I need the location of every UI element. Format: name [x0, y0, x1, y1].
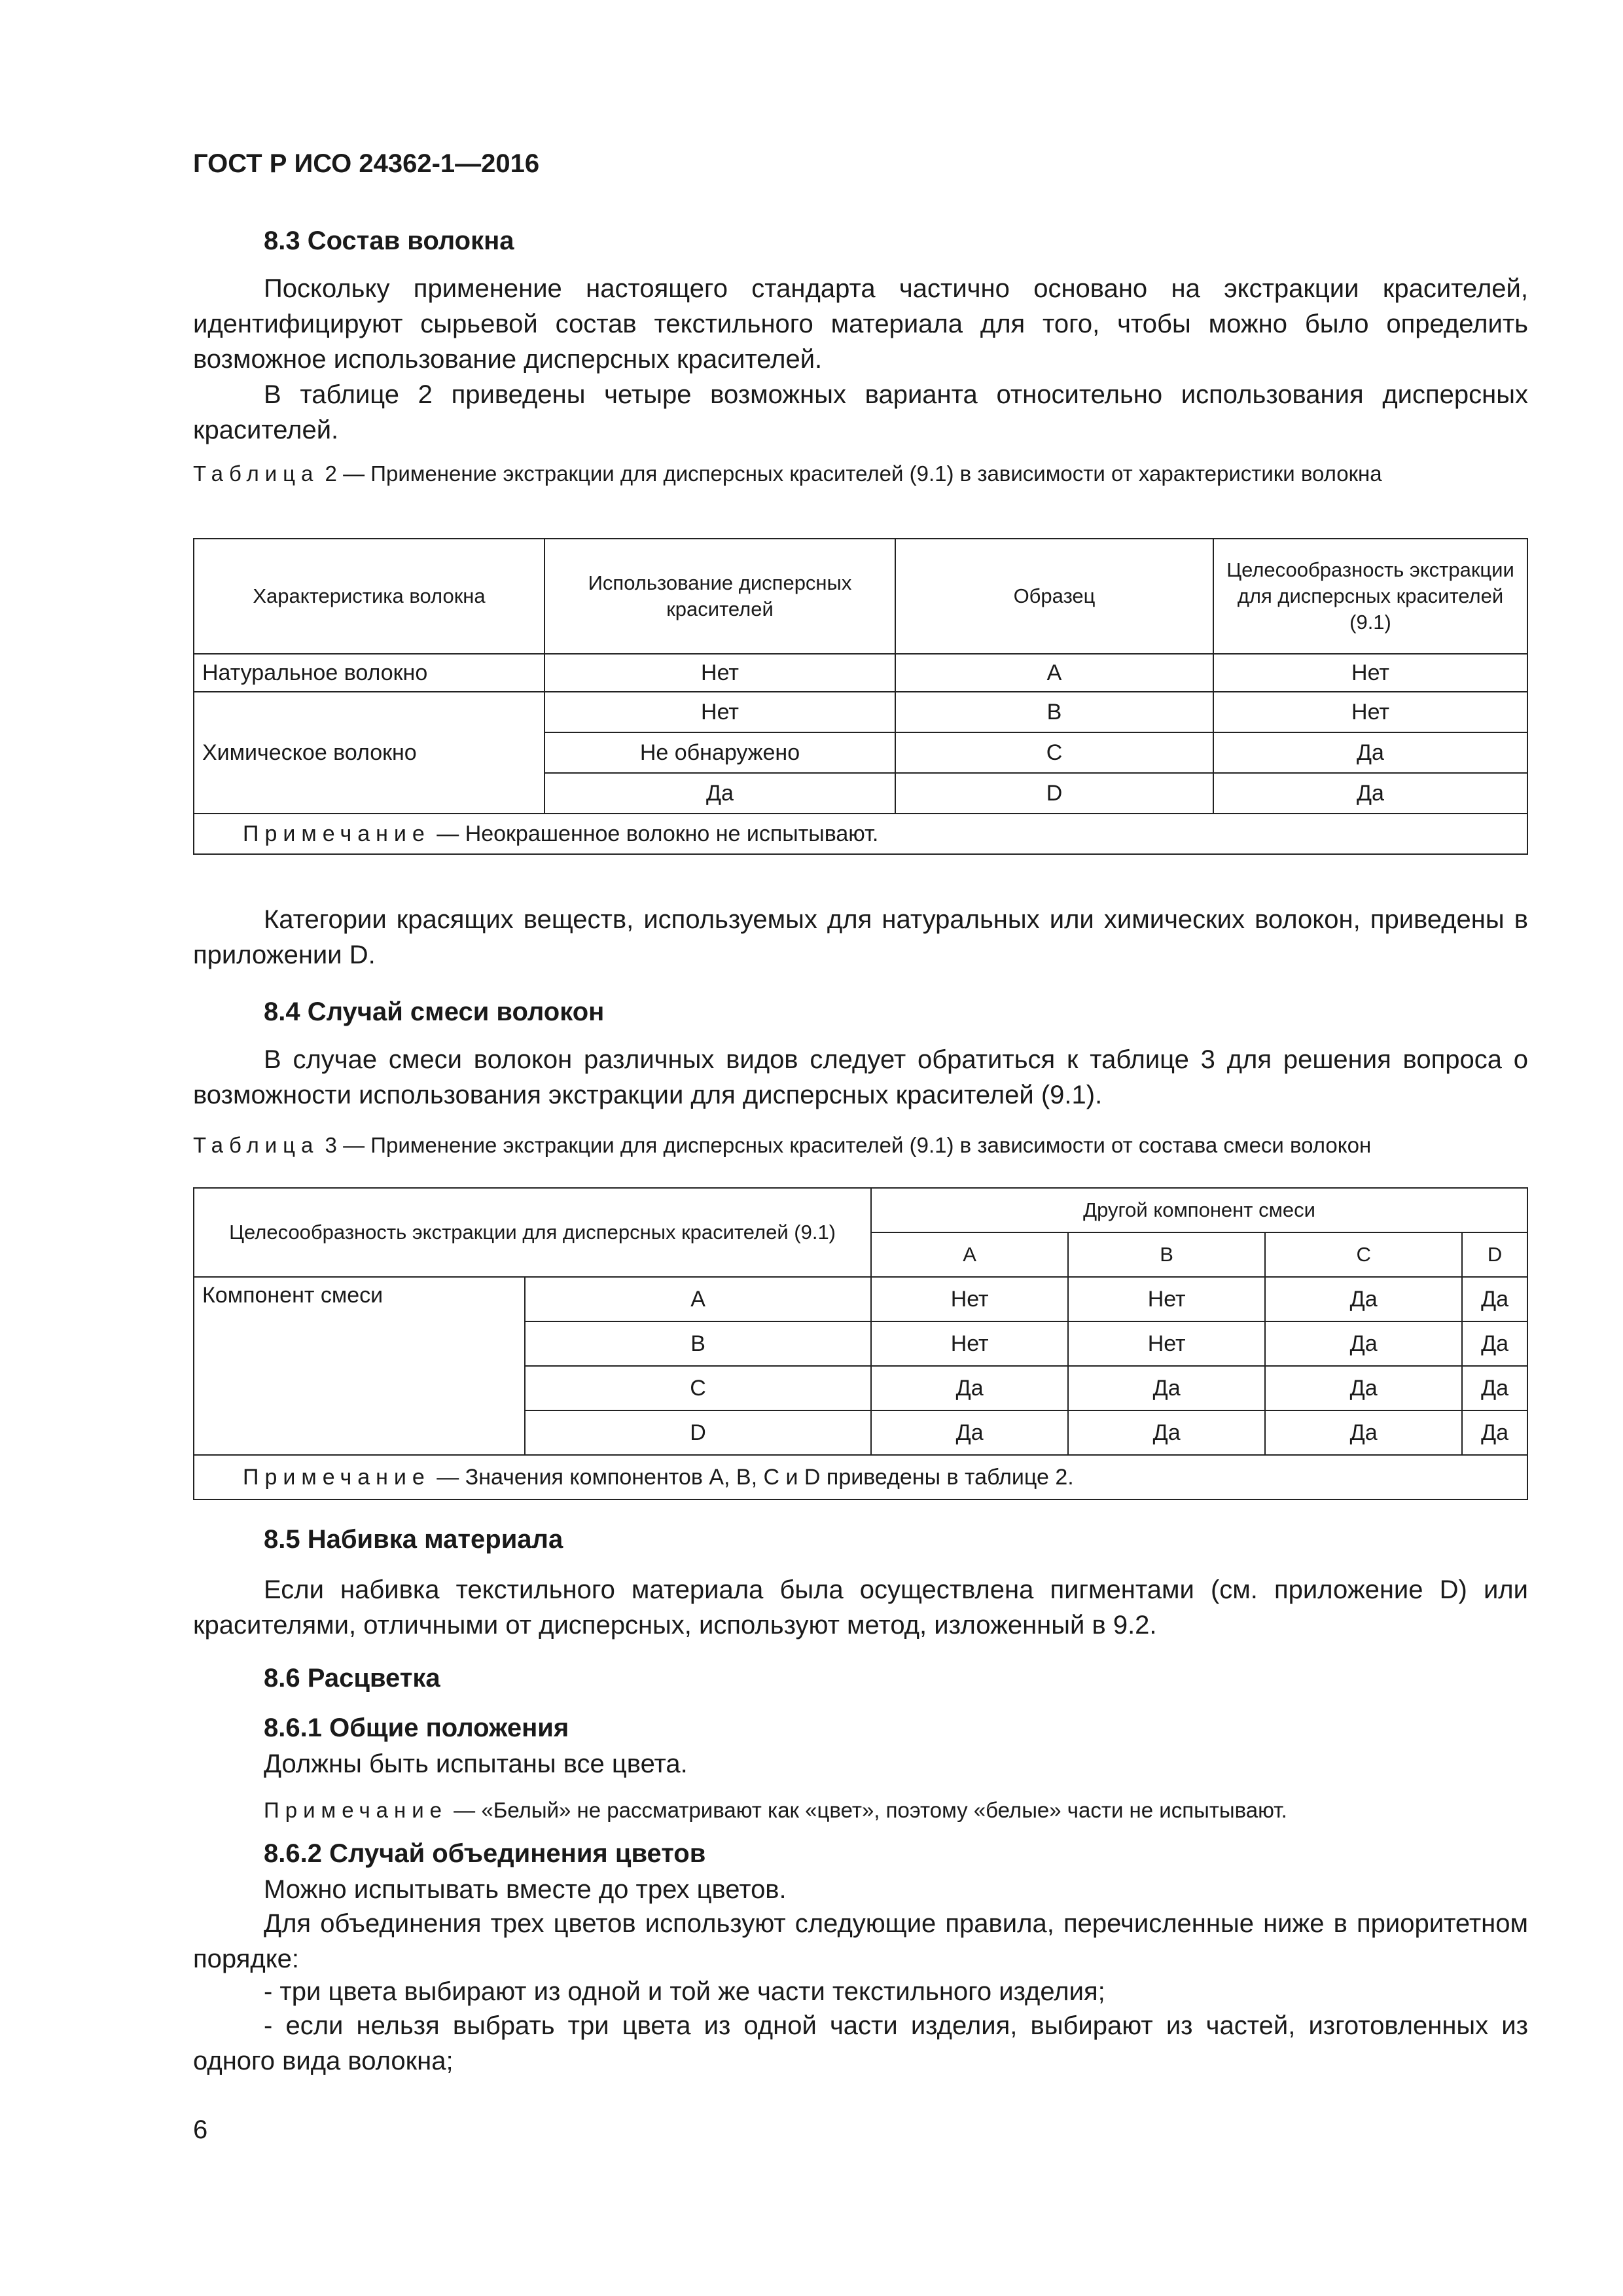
table-cell: Нет — [544, 692, 895, 732]
table-row — [194, 692, 1527, 732]
table-row — [194, 654, 1527, 692]
table-3-caption-text: 3 — Применение экстракции для дисперсных красителей (9.1) в зависимости от состава смеси волокон — [319, 1133, 1372, 1157]
table-cell: Да — [544, 773, 895, 814]
table-cell: Да — [1213, 732, 1527, 773]
table-cell: Да — [1462, 1321, 1527, 1366]
table-cell: Нет — [1213, 654, 1527, 692]
table-3-note — [194, 1455, 1527, 1499]
section-8-3-paragraph-2: В таблице 2 приведены четыре возможных варианта относительно использования дисперсных красителей. — [193, 380, 1528, 444]
table-3-label: Таблица — [193, 1133, 319, 1157]
table-cell: Да — [1462, 1366, 1527, 1410]
table-2-header-row — [194, 539, 1527, 654]
table-2-caption-text: 2 — Применение экстракции для дисперсных красителей (9.1) в зависимости от характеристики волокна — [319, 461, 1382, 486]
table-cell: Нет — [871, 1321, 1068, 1366]
document-header: ГОСТ Р ИСО 24362-1—2016 — [193, 149, 540, 178]
table-cell: Да — [1068, 1410, 1265, 1455]
table-cell: Нет — [1213, 692, 1527, 732]
section-8-6-2-heading: 8.6.2 Случай объединения цветов — [264, 1839, 706, 1868]
table-cell: B — [895, 692, 1213, 732]
table-cell: Да — [1265, 1277, 1462, 1321]
table-cell: Нет — [544, 654, 895, 692]
table-3-column-header: D — [1462, 1232, 1527, 1277]
table-cell: A — [895, 654, 1213, 692]
categories-paragraph: Категории красящих веществ, используемых для натуральных или химических волокон, приведены в приложении D. — [193, 905, 1528, 969]
table-cell: D — [525, 1410, 871, 1455]
note-text: — Неокрашенное волокно не испытывают. — [430, 821, 879, 846]
section-8-6-heading: 8.6 Расцветка — [264, 1664, 440, 1693]
table-3-row-label: Компонент смеси — [194, 1277, 525, 1455]
table-2 — [193, 538, 1528, 855]
section-8-6-1-paragraph: Должны быть испытаны все цвета. — [264, 1749, 688, 1778]
table-2-caption — [193, 458, 1528, 490]
section-8-5-heading: 8.5 Набивка материала — [264, 1525, 563, 1554]
note-label: Примечание — [264, 1798, 448, 1822]
section-8-6-1-note — [264, 1795, 1528, 1826]
table-cell: Да — [871, 1366, 1068, 1410]
table-cell: Натуральное волокно — [194, 654, 544, 692]
table-cell: Нет — [871, 1277, 1068, 1321]
table-2-header-cell: Использование дисперсных красителей — [544, 539, 895, 654]
section-8-6-2-paragraph-1: Можно испытывать вместе до трех цветов. — [264, 1875, 787, 1904]
table-cell: C — [895, 732, 1213, 773]
section-8-4-paragraph: В случае смеси волокон различных видов следует обратиться к таблице 3 для решения вопроса о возможности использования экстракции для дисперсных красителей (9.1). — [193, 1045, 1528, 1109]
table-2-header-cell: Целесообразность экстракции для дисперсных красителей (9.1) — [1213, 539, 1527, 654]
table-3-note-row — [194, 1455, 1527, 1499]
table-cell: Нет — [1068, 1321, 1265, 1366]
table-cell: Да — [1462, 1410, 1527, 1455]
note-text: — Значения компонентов A, B, C и D приведены в таблице 2. — [430, 1464, 1074, 1490]
section-8-4-heading: 8.4 Случай смеси волокон — [264, 997, 605, 1026]
table-cell: Да — [1213, 773, 1527, 814]
section-8-6-1-heading: 8.6.1 Общие положения — [264, 1713, 569, 1742]
note-label: Примечание — [243, 1464, 431, 1490]
table-3-group-header: Другой компонент смеси — [871, 1188, 1527, 1232]
table-3-column-header: B — [1068, 1232, 1265, 1277]
table-cell: Химическое волокно — [194, 692, 544, 814]
table-cell: C — [525, 1366, 871, 1410]
table-3-corner-cell: Целесообразность экстракции для дисперсных красителей (9.1) — [194, 1188, 871, 1277]
section-8-6-2-paragraph-2: Для объединения трех цветов используют следующие правила, перечисленные ниже в приоритетном порядке: — [193, 1909, 1528, 1973]
section-8-3-heading: 8.3 Состав волокна — [264, 226, 514, 255]
table-2-label: Таблица — [193, 461, 319, 486]
table-cell: Да — [1068, 1366, 1265, 1410]
table-3-column-header: C — [1265, 1232, 1462, 1277]
note-label: Примечание — [243, 821, 431, 846]
page-number: 6 — [193, 2115, 208, 2144]
table-cell: B — [525, 1321, 871, 1366]
table-cell: A — [525, 1277, 871, 1321]
table-2-header-cell: Характеристика волокна — [194, 539, 544, 654]
table-cell: Да — [1265, 1321, 1462, 1366]
table-cell: D — [895, 773, 1213, 814]
table-3-caption — [193, 1130, 1528, 1161]
section-8-3-paragraph-1: Поскольку применение настоящего стандарта частично основано на экстракции красителей, идентифицируют сырьевой состав текстильного материала для того, чтобы можно было определить возможное использование дисперсных красителей. — [193, 274, 1528, 374]
table-cell: Да — [1265, 1366, 1462, 1410]
table-cell: Да — [1462, 1277, 1527, 1321]
table-cell: Да — [1265, 1410, 1462, 1455]
table-cell: Да — [871, 1410, 1068, 1455]
table-2-header-cell: Образец — [895, 539, 1213, 654]
table-cell: Нет — [1068, 1277, 1265, 1321]
table-row — [194, 1277, 1527, 1321]
table-2-note — [194, 814, 1527, 854]
table-3-header-row — [194, 1188, 1527, 1232]
list-item: - три цвета выбирают из одной и той же части текстильного изделия; — [264, 1977, 1105, 2006]
table-2-note-row — [194, 814, 1527, 854]
table-3 — [193, 1187, 1528, 1500]
note-text: — «Белый» не рассматривают как «цвет», поэтому «белые» части не испытывают. — [448, 1798, 1287, 1822]
section-8-5-paragraph: Если набивка текстильного материала была осуществлена пигментами (см. приложение D) или красителями, отличными от дисперсных, используют метод, изложенный в 9.2. — [193, 1575, 1528, 1640]
table-3-column-header: A — [871, 1232, 1068, 1277]
table-cell: Не обнаружено — [544, 732, 895, 773]
list-item: - если нельзя выбрать три цвета из одной части изделия, выбирают из частей, изготовленных из одного вида волокна; — [193, 2011, 1528, 2075]
